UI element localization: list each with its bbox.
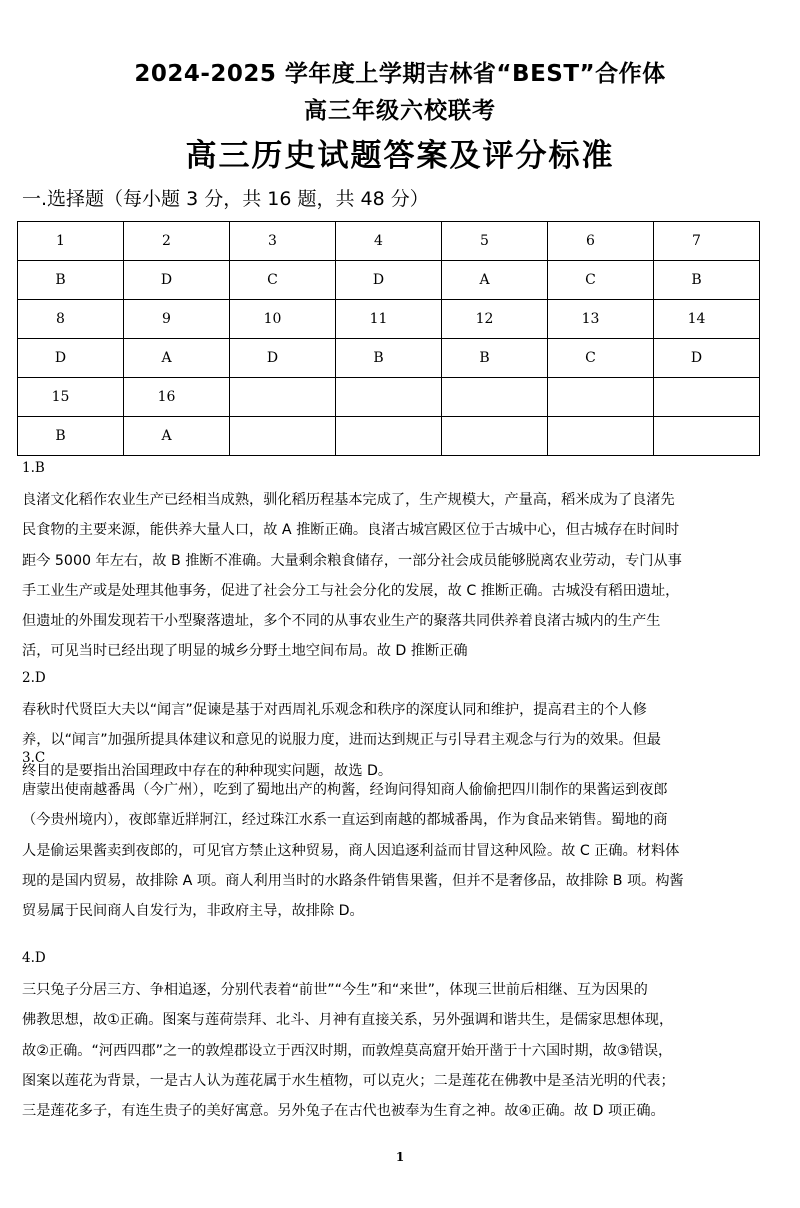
answer-letter: A xyxy=(161,350,172,366)
explanation-label: 3.C xyxy=(22,750,46,766)
explanation-text xyxy=(22,975,770,1126)
explanation-text xyxy=(22,485,770,667)
question-number: 15 xyxy=(51,389,70,405)
explanation-line: 贸易属于民间商人自发行为，非政府主导，故排除 D。 xyxy=(22,903,364,920)
answer-letter: D xyxy=(690,350,703,366)
answer-table-cell xyxy=(336,300,442,339)
answer-table-cell xyxy=(18,222,124,261)
explanation-line: 终目的是要指出治国理政中存在的种种现实问题，故选 D。 xyxy=(22,762,393,779)
answer-table-row xyxy=(18,222,760,261)
answer-letter: B xyxy=(55,428,66,444)
answer-table-cell xyxy=(654,261,760,300)
answer-table-cell xyxy=(124,222,230,261)
page-number: 1 xyxy=(395,1150,405,1164)
explanation-text xyxy=(22,775,770,926)
explanation-line: 但遗址的外围发现若干小型聚落遗址，多个不同的从事农业生产的聚落共同供养着良渚古城内的生产生 xyxy=(22,613,661,630)
answer-table-cell xyxy=(336,378,442,417)
question-number: 10 xyxy=(263,311,282,327)
question-number: 12 xyxy=(475,311,494,327)
explanation-line: 唐蒙出使南越番禺（今广州），吃到了蜀地出产的枸酱，经询问得知商人偷偷把四川制作的果酱运到夜郎 xyxy=(22,782,668,798)
explanation-line: （今贵州境内），夜郎靠近牂牁江，经过珠江水系一直运到南越的都城番禺，作为食品来销售。蜀地的商 xyxy=(22,812,668,829)
explanation-line: 三只兔子分居三方、争相追逐，分别代表着“前世”“今生”和“来世”，体现三世前后相继、互为因果的 xyxy=(22,982,648,998)
answer-table-cell xyxy=(442,339,548,378)
answer-table-cell xyxy=(124,300,230,339)
answer-table-cell xyxy=(336,417,442,456)
explanation-line: 三是莲花多子，有连生贵子的美好寓意。另外兔子在古代也被奉为生育之神。故④正确。故 D 项正确。 xyxy=(22,1103,665,1120)
answer-table-cell xyxy=(654,339,760,378)
answer-table-cell xyxy=(230,339,336,378)
answer-table-cell xyxy=(336,222,442,261)
explanation-text xyxy=(22,695,770,786)
answer-table-cell xyxy=(654,417,760,456)
answer-table-cell xyxy=(654,222,760,261)
answer-table-row xyxy=(18,339,760,378)
explanation-line: 佛教思想，故①正确。图案与莲荷崇拜、北斗、月神有直接关系，另外强调和谐共生，是儒家思想体现， xyxy=(22,1012,674,1029)
answer-table-row xyxy=(18,261,760,300)
answer-table-cell xyxy=(442,261,548,300)
exam-header-line: 2024-2025 学年度上学期吉林省“BEST”合作体 xyxy=(134,61,666,87)
section-heading-choice: 一.选择题（每小题 3 分，共 16 题，共 48 分） xyxy=(22,188,429,210)
answer-table-cell xyxy=(18,378,124,417)
answer-table-cell xyxy=(230,261,336,300)
answer-table-cell xyxy=(548,378,654,417)
page-title: 高三历史试题答案及评分标准 xyxy=(185,138,615,174)
explanation-line: 养，以“闻言”加强所提具体建议和意见的说服力度，进而达到规正与引导君主观念与行为的效果。但最 xyxy=(22,732,661,749)
explanation-line: 故②正确。“河西四郡”之一的敦煌郡设立于西汉时期，而敦煌莫高窟开始开凿于十六国时期，故③错误， xyxy=(22,1042,673,1059)
answer-letter: A xyxy=(479,272,490,288)
answer-table-cell xyxy=(336,261,442,300)
question-number: 14 xyxy=(687,311,706,327)
explanation-line: 距今 5000 年左右，故 B 推断不准确。大量剩余粮食储存，一部分社会成员能够脱离农业劳动，专门从事 xyxy=(22,552,682,569)
answer-table-cell xyxy=(442,222,548,261)
answer-letter: C xyxy=(585,350,596,366)
question-number: 3 xyxy=(268,233,277,249)
answer-letter: D xyxy=(372,272,385,288)
answer-letter: B xyxy=(373,350,384,366)
answer-table-cell xyxy=(230,300,336,339)
explanation-line: 良渚文化稻作农业生产已经相当成熟，驯化稻历程基本完成了，生产规模大，产量高，稻米成为了良渚先 xyxy=(22,492,675,508)
answer-letter: C xyxy=(585,272,596,288)
answer-letter: D xyxy=(54,350,67,366)
answer-table-cell xyxy=(18,339,124,378)
answer-table-cell xyxy=(336,339,442,378)
answer-letter: B xyxy=(479,350,490,366)
question-number: 5 xyxy=(480,233,489,249)
exam-subheader-line: 高三年级六校联考 xyxy=(304,98,496,124)
question-number: 7 xyxy=(692,233,701,249)
answer-table-cell xyxy=(124,339,230,378)
answer-table-cell xyxy=(230,222,336,261)
question-number: 6 xyxy=(586,233,595,249)
answer-table-cell xyxy=(18,417,124,456)
answer-table-cell xyxy=(548,300,654,339)
question-number: 2 xyxy=(162,233,171,249)
answer-table-cell xyxy=(124,261,230,300)
answer-letter: A xyxy=(161,428,172,444)
explanation-label: 4.D xyxy=(22,950,46,966)
answer-letter: B xyxy=(691,272,702,288)
answer-letter: D xyxy=(160,272,173,288)
answer-table-cell xyxy=(548,417,654,456)
answer-table-row xyxy=(18,300,760,339)
answer-table-cell xyxy=(442,300,548,339)
answer-letter: B xyxy=(55,272,66,288)
answer-table-cell xyxy=(442,378,548,417)
explanation-line: 现的是国内贸易，故排除 A 项。商人利用当时的水路条件销售果酱，但并不是奢侈品，故排除 B 项。构酱 xyxy=(22,872,684,889)
answer-table-cell xyxy=(548,222,654,261)
answer-table xyxy=(17,221,760,456)
answer-table-cell xyxy=(654,378,760,417)
answer-letter: D xyxy=(266,350,279,366)
explanation-line: 手工业生产或是处理其他事务，促进了社会分工与社会分化的发展，故 C 推断正确。古城没有稻田遗址， xyxy=(22,582,680,599)
question-number: 11 xyxy=(369,311,388,327)
explanation-label: 1.B xyxy=(22,460,45,476)
answer-table-cell xyxy=(230,417,336,456)
question-number: 1 xyxy=(56,233,65,249)
explanation-line: 民食物的主要来源，能供养大量人口，故 A 推断正确。良渚古城宫殿区位于古城中心，但古城存在时间时 xyxy=(22,522,680,539)
answer-table-cell xyxy=(654,300,760,339)
answer-table-cell xyxy=(124,417,230,456)
answer-table-row xyxy=(18,417,760,456)
answer-table-cell xyxy=(548,339,654,378)
answer-table-row xyxy=(18,378,760,417)
answer-table-cell xyxy=(442,417,548,456)
answer-table-cell xyxy=(548,261,654,300)
explanation-line: 春秋时代贤臣大夫以“闻言”促谏是基于对西周礼乐观念和秩序的深度认同和维护，提高君主的个人修 xyxy=(22,702,647,718)
question-number: 16 xyxy=(157,389,176,405)
explanation-line: 活，可见当时已经出现了明显的城乡分野土地空间布局。故 D 推断正确 xyxy=(22,643,468,660)
answer-table-cell xyxy=(18,261,124,300)
answer-table-cell xyxy=(124,378,230,417)
explanation-label: 2.D xyxy=(22,670,46,686)
question-number: 9 xyxy=(162,311,171,327)
explanation-line: 人是偷运果酱卖到夜郎的，可见官方禁止这种贸易，商人因追逐利益而甘冒这种风险。故 C 正确。材料体 xyxy=(22,842,680,859)
answer-letter: C xyxy=(267,272,278,288)
question-number: 4 xyxy=(374,233,383,249)
answer-table-cell xyxy=(230,378,336,417)
explanation-line: 图案以莲花为背景，一是古人认为莲花属于水生植物，可以克火；二是莲花在佛教中是圣洁光明的代表； xyxy=(22,1072,675,1089)
question-number: 13 xyxy=(581,311,600,327)
question-number: 8 xyxy=(56,311,65,327)
answer-table-cell xyxy=(18,300,124,339)
